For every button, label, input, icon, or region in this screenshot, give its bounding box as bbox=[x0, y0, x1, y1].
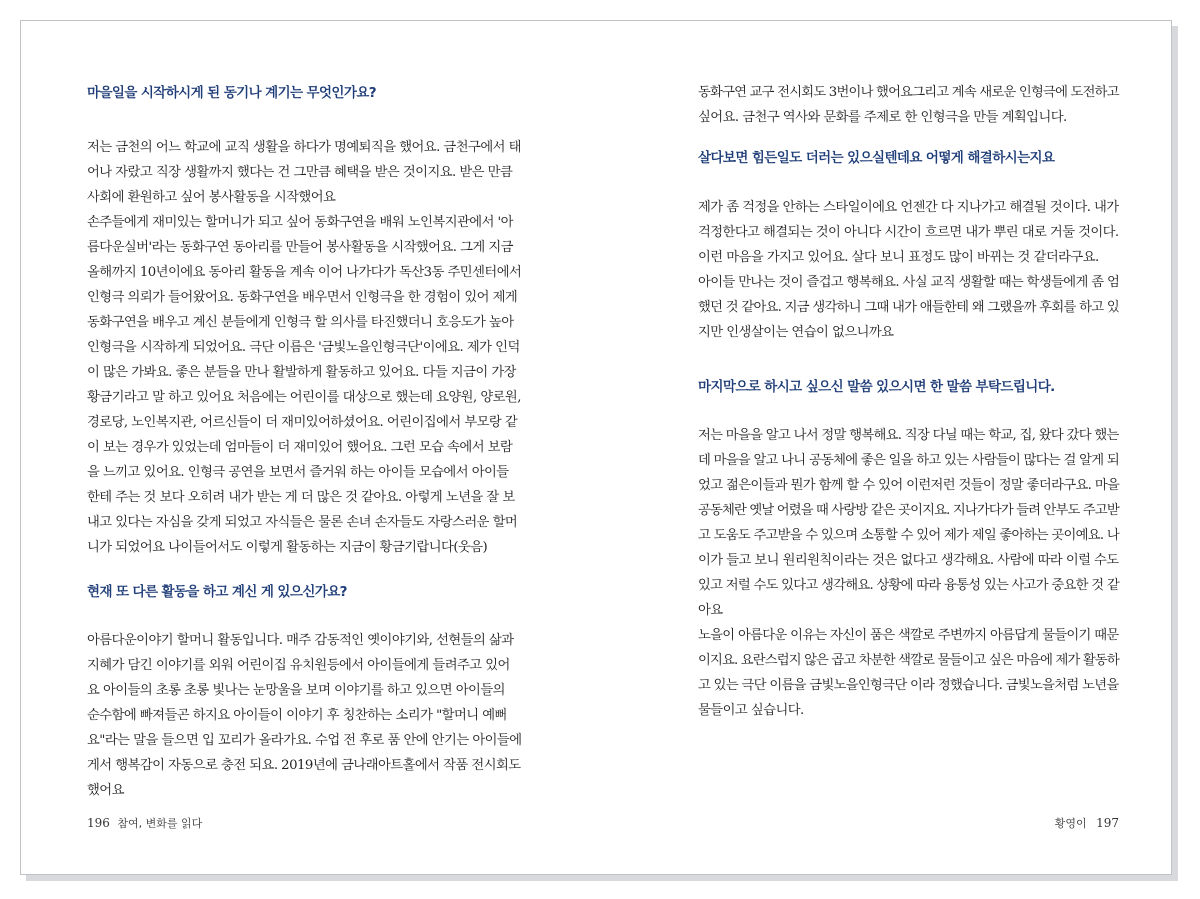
text-line: 이런 마음을 가지고 있어요. 살다 보니 표정도 많이 바뀌는 것 같더라구요. bbox=[698, 250, 1099, 265]
answer-2 bbox=[87, 628, 537, 803]
text-line: 을 느끼고 있어요. 인형극 공연을 보면서 즐거워 하는 아이들 모습에서 아이들 bbox=[87, 465, 509, 480]
text-line: 한테 주는 것 보다 오히려 내가 받는 게 더 많은 것 같아요. 아렇게 노년을 잘 보 bbox=[87, 490, 515, 505]
text-line: 니가 되었어요 나이들어서도 이렇게 활동하는 지금이 황금기랍니다(웃음) bbox=[87, 540, 488, 555]
question-3: 살다보면 힘든일도 더러는 있으실텐데요 어떻게 해결하시는지요 bbox=[698, 150, 1055, 166]
text-line: 아요 bbox=[698, 603, 723, 618]
text-line: 지혜가 담긴 이야기를 외워 어린이집 유치원등에서 아이들에게 들려주고 있어 bbox=[87, 658, 510, 673]
page-number: 196 bbox=[87, 816, 110, 830]
text-line: 이 많은 가봐요. 좋은 분들을 만나 활발하게 활동하고 있어요. 다들 지금이 가장 bbox=[87, 365, 516, 380]
text-line: 제가 좀 걱정을 안하는 스타일이에요 언젠간 다 지나가고 해결될 것이다. 내가 bbox=[698, 200, 1119, 215]
question-1: 마을일을 시작하시게 된 동기나 계기는 무엇인가요? bbox=[87, 85, 376, 101]
answer-1 bbox=[87, 135, 537, 560]
text-line: 어나 자랐고 직장 생활까지 했다는 건 그만큼 혜택을 받은 것이지요. 받은 만큼 bbox=[87, 165, 513, 180]
text-line: 이가 들고 보니 원리원칙이라는 것은 없다고 생각해요. 사람에 따라 이럴 수도 bbox=[698, 553, 1119, 568]
answer-4 bbox=[698, 423, 1119, 723]
book-spread bbox=[20, 20, 1172, 875]
answer-continued bbox=[698, 80, 1119, 130]
text-line: 아이들 만나는 것이 즐겁고 행복해요. 사실 교직 생활할 때는 학생들에게 좀 엄 bbox=[698, 275, 1120, 290]
text-line: 공동체란 옛날 어렸을 때 사랑방 같은 곳이지요. 지나가다가 들려 안부도 주고받 bbox=[698, 503, 1119, 518]
text-line: 고 도움도 주고받을 수 있으며 소통할 수 있어 제가 제일 좋아하는 곳이예요. 나 bbox=[698, 528, 1119, 543]
question-4: 마지막으로 하시고 싶으신 말씀 있으시면 한 말씀 부탁드립니다. bbox=[698, 379, 1055, 395]
right-page bbox=[698, 21, 1119, 874]
text-line: 노을이 아름다운 이유는 자신이 품은 색깔로 주변까지 아름답게 물들이기 때문 bbox=[698, 628, 1119, 643]
text-line: 고 있는 극단 이름을 금빛노을인형극단 이라 정했습니다. 금빛노을처럼 노년을 bbox=[698, 678, 1119, 693]
text-line: 손주들에게 재미있는 할머니가 되고 싶어 동화구연을 배워 노인복지관에서 '아 bbox=[87, 215, 513, 230]
question-2: 현재 또 다른 활동을 하고 계신 게 있으신가요? bbox=[87, 584, 347, 600]
text-line: 했어요 bbox=[87, 783, 124, 798]
text-line: 이 보는 경우가 있었는데 엄마들이 더 재미있어 했어요. 그런 모습 속에서 보람 bbox=[87, 440, 513, 455]
left-page bbox=[87, 21, 537, 874]
author-name: 황영이 bbox=[1054, 817, 1087, 830]
text-line: 저는 금천의 어느 학교에 교직 생활을 하다가 명예퇴직을 했어요. 금천구에서 태 bbox=[87, 140, 521, 155]
text-line: 내고 있다는 자심을 갖게 되었고 자식들은 물론 손녀 손자들도 자랑스러운 할머 bbox=[87, 515, 518, 530]
text-line: 게서 행복감이 자동으로 충전 되요. 2019년에 금나래아트홀에서 작품 전시회도 bbox=[87, 758, 521, 773]
text-line: 인형극 의뢰가 들어왔어요. 동화구연을 배우면서 인형극을 한 경험이 있어 제게 bbox=[87, 290, 518, 305]
text-line: 름다운실버'라는 동화구연 동아리를 만들어 봉사활동을 시작했어요. 그게 지금 bbox=[87, 240, 513, 255]
running-title: 참여, 변화를 읽다 bbox=[117, 817, 203, 830]
answer-3 bbox=[698, 195, 1119, 345]
text-line: 있고 저럴 수도 있다고 생각해요. 상황에 따라 융통성 있는 사고가 중요한 것 같 bbox=[698, 578, 1119, 593]
text-line: 경로당, 노인복지관, 어르신들이 더 재미있어하셨어요. 어린이집에서 부모랑 같 bbox=[87, 415, 518, 430]
left-page-footer bbox=[87, 815, 202, 831]
page-number: 197 bbox=[1096, 816, 1119, 830]
text-line: 요"라는 말을 들으면 입 꼬리가 올라가요. 수업 전 후로 품 안에 안기는 아이들에 bbox=[87, 733, 522, 748]
text-line: 했던 것 같아요. 지금 생각하니 그때 내가 애들한테 왜 그랬을까 후회를 하고 있 bbox=[698, 300, 1119, 315]
text-line: 이지요. 요란스럽지 않은 곱고 차분한 색깔로 물들이고 싶은 마음에 제가 활동하 bbox=[698, 653, 1119, 668]
text-line: 순수함에 빠져들곤 하지요 아이들이 이야기 후 칭찬하는 소리가 "할머니 예뻐 bbox=[87, 708, 507, 723]
text-line: 데 마을을 알고 나니 공동체에 좋은 일을 하고 있는 사람들이 많다는 걸 알게 되 bbox=[698, 453, 1119, 468]
text-line: 싶어요. 금천구 역사와 문화를 주제로 한 인형극을 만들 계획입니다. bbox=[698, 110, 1067, 125]
text-line: 저는 마을을 알고 나서 정말 행복해요. 직장 다닐 때는 학교, 집, 왔다 갔다 했는 bbox=[698, 428, 1119, 443]
text-line: 사회에 환원하고 싶어 봉사활동을 시작했어요 bbox=[87, 190, 336, 205]
text-line: 었고 젊은이들과 뭔가 함께 할 수 있어 이런저런 것들이 정말 좋더라구요. 마을 bbox=[698, 478, 1120, 493]
text-line: 인형극을 시작하게 되었어요. 극단 이름은 '금빛노을인형극단'이에요. 제가 인덕 bbox=[87, 340, 520, 355]
text-line: 걱정한다고 해결되는 것이 아니다 시간이 흐르면 내가 뿌린 대로 거둘 것이다. bbox=[698, 225, 1119, 240]
text-line: 아름다운이야기 할머니 활동입니다. 매주 감동적인 옛이야기와, 선현들의 삶과 bbox=[87, 633, 514, 648]
text-line: 지만 인생살이는 연습이 없으니까요 bbox=[698, 325, 894, 340]
right-page-footer bbox=[1055, 815, 1119, 831]
text-line: 동화구연 교구 전시회도 3번이나 했어요그리고 계속 새로운 인형극에 도전하고 bbox=[698, 85, 1119, 100]
text-line: 황금기라고 말 하고 있어요 처음에는 어린이를 대상으로 했는데 요양원, 양로원, bbox=[87, 390, 521, 405]
text-line: 동화구연을 배우고 계신 분들에게 인형극 할 의사를 타진했더니 호응도가 높아 bbox=[87, 315, 514, 330]
text-line: 올해까지 10년이에요 동아리 활동을 계속 이어 나가다가 독산3동 주민센터에서 bbox=[87, 265, 522, 280]
text-line: 요 아이들의 초롱 초롱 빛나는 눈망울을 보며 이야기를 하고 있으면 아이들의 bbox=[87, 683, 505, 698]
text-line: 물들이고 싶습니다. bbox=[698, 703, 804, 718]
